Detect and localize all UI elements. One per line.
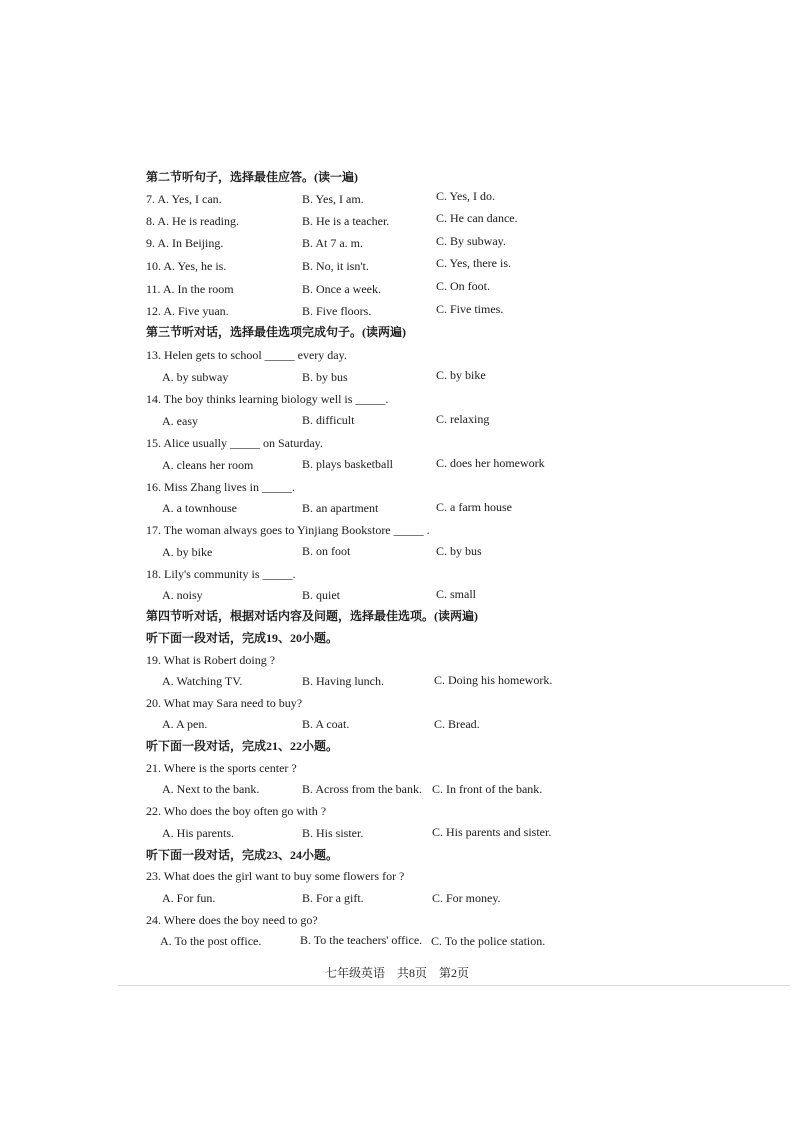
q7-option-a: 7. A. Yes, I can. (146, 192, 222, 206)
q22-stem: 22. Who does the boy often go with ? (146, 804, 327, 818)
q18-stem: 18. Lily's community is _____. (146, 567, 296, 581)
q23-option-b: B. For a gift. (302, 891, 364, 905)
q21-stem: 21. Where is the sports center ? (146, 761, 297, 775)
q15-option-c: C. does her homework (436, 456, 545, 470)
q20-option-b: B. A coat. (302, 717, 350, 731)
section-3-heading: 第三节听对话，选择最佳选项完成句子。(读两遍) (146, 325, 406, 339)
q19-option-a: A. Watching TV. (162, 674, 243, 688)
q20-stem: 20. What may Sara need to buy? (146, 696, 303, 710)
q20-option-c: C. Bread. (434, 717, 480, 731)
group-2-instruction: 听下面一段对话，完成21、22小题。 (146, 739, 339, 753)
q16-option-c: C. a farm house (436, 500, 512, 514)
footer-divider (118, 985, 790, 986)
q10-option-b: B. No, it isn't. (302, 259, 369, 273)
q11-option-a: 11. A. In the room (146, 282, 234, 296)
q14-option-c: C. relaxing (436, 412, 490, 426)
q21-option-c: C. In front of the bank. (432, 782, 543, 796)
q22-option-a: A. His parents. (162, 826, 234, 840)
q16-option-a: A. a townhouse (162, 501, 237, 515)
q17-option-b: B. on foot (302, 544, 351, 558)
q23-option-c: C. For money. (432, 891, 501, 905)
q9-option-c: C. By subway. (436, 234, 506, 248)
q12-option-b: B. Five floors. (302, 304, 372, 318)
q13-stem: 13. Helen gets to school _____ every day. (146, 348, 347, 362)
q11-option-b: B. Once a week. (302, 282, 381, 296)
q16-stem: 16. Miss Zhang lives in _____. (146, 480, 295, 494)
q13-option-a: A. by subway (162, 370, 229, 384)
q21-option-a: A. Next to the bank. (162, 782, 260, 796)
q14-option-a: A. easy (162, 414, 198, 428)
q10-option-a: 10. A. Yes, he is. (146, 259, 227, 273)
q15-option-b: B. plays basketball (302, 457, 393, 471)
q19-stem: 19. What is Robert doing ? (146, 653, 276, 667)
group-1-instruction: 听下面一段对话，完成19、20小题。 (146, 631, 339, 645)
q19-option-b: B. Having lunch. (302, 674, 384, 688)
q21-option-b: B. Across from the bank. (302, 782, 422, 796)
q9-option-b: B. At 7 a. m. (302, 236, 364, 250)
q24-option-c: C. To the police station. (431, 934, 546, 948)
q11-option-c: C. On foot. (436, 279, 490, 293)
q9-option-a: 9. A. In Beijing. (146, 236, 224, 250)
q17-option-a: A. by bike (162, 545, 213, 559)
q14-option-b: B. difficult (302, 413, 355, 427)
q22-option-b: B. His sister. (302, 826, 364, 840)
q12-option-c: C. Five times. (436, 302, 504, 316)
q24-stem: 24. Where does the boy need to go? (146, 913, 318, 927)
q8-option-a: 8. A. He is reading. (146, 214, 239, 228)
q24-option-b: B. To the teachers' office. (300, 933, 423, 947)
section-4-heading: 第四节听对话，根据对话内容及问题，选择最佳选项。(读两遍) (146, 609, 478, 623)
q17-option-c: C. by bus (436, 544, 482, 558)
q20-option-a: A. A pen. (162, 717, 208, 731)
q8-option-b: B. He is a teacher. (302, 214, 390, 228)
q19-option-c: C. Doing his homework. (434, 673, 553, 687)
q23-stem: 23. What does the girl want to buy some flowers for ? (146, 869, 405, 883)
q18-option-c: C. small (436, 587, 477, 601)
q13-option-b: B. by bus (302, 370, 348, 384)
page-footer: 七年级英语 共8页 第2页 (324, 966, 469, 980)
q14-stem: 14. The boy thinks learning biology well is _____. (146, 392, 389, 406)
q23-option-a: A. For fun. (162, 891, 216, 905)
q8-option-c: C. He can dance. (436, 211, 518, 225)
q12-option-a: 12. A. Five yuan. (146, 304, 229, 318)
q13-option-c: C. by bike (436, 368, 486, 382)
q17-stem: 17. The woman always goes to Yinjiang Bookstore _____ . (146, 523, 430, 537)
section-2-heading: 第二节听句子，选择最佳应答。(读一遍) (146, 170, 358, 184)
q10-option-c: C. Yes, there is. (436, 256, 512, 270)
q15-stem: 15. Alice usually _____ on Saturday. (146, 436, 323, 450)
q16-option-b: B. an apartment (302, 501, 379, 515)
q18-option-b: B. quiet (302, 588, 340, 602)
q15-option-a: A. cleans her room (162, 458, 254, 472)
q7-option-c: C. Yes, I do. (436, 189, 496, 203)
group-3-instruction: 听下面一段对话，完成23、24小题。 (146, 848, 339, 862)
q7-option-b: B. Yes, I am. (302, 192, 364, 206)
q24-option-a: A. To the post office. (160, 934, 262, 948)
q18-option-a: A. noisy (162, 588, 203, 602)
q22-option-c: C. His parents and sister. (432, 825, 552, 839)
